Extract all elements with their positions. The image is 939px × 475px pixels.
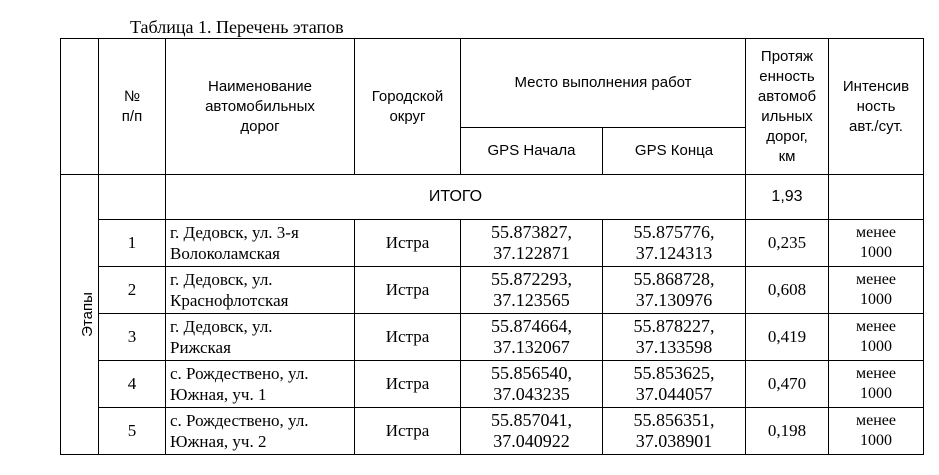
row-gps-start xyxy=(461,267,603,314)
side-label: Этапы xyxy=(78,291,96,337)
total-empty-cell xyxy=(99,175,166,220)
header-length xyxy=(746,39,829,175)
row-road-text: с. Рождествено, ул. Южная, уч. 1 xyxy=(170,364,309,404)
row-gps-end-text: 55.853625, 37.044057 xyxy=(633,363,715,404)
total-intensity-empty xyxy=(829,175,924,220)
header-gps-end-label: GPS Конца xyxy=(634,142,714,159)
row-intensity xyxy=(829,408,924,455)
row-intensity xyxy=(829,314,924,361)
row-gps-end xyxy=(603,220,746,267)
row-road xyxy=(166,267,355,314)
header-num xyxy=(99,39,166,175)
row-road-text: г. Дедовск, ул. 3-я Волоколамская xyxy=(170,223,299,263)
row-intensity-text: менее 1000 xyxy=(856,412,896,449)
header-intensity xyxy=(829,39,924,175)
table-row xyxy=(61,361,924,408)
header-city xyxy=(355,39,461,175)
table-row xyxy=(61,267,924,314)
row-road xyxy=(166,314,355,361)
row-gps-start-text: 55.872293, 37.123565 xyxy=(491,269,572,310)
header-num-label: № п/п xyxy=(121,87,143,125)
row-intensity-text: менее 1000 xyxy=(856,365,896,402)
row-road-text: г. Дедовск, ул. Рижская xyxy=(170,317,273,357)
row-gps-end xyxy=(603,408,746,455)
row-num: 2 xyxy=(99,267,166,314)
header-length-label: Протяж енность автомоб ильных дорог, км xyxy=(757,47,817,165)
table-row xyxy=(61,408,924,455)
table-row xyxy=(61,220,924,267)
row-city: Истра xyxy=(355,361,461,408)
row-num: 3 xyxy=(99,314,166,361)
row-gps-start-text: 55.856540, 37.043235 xyxy=(491,363,572,404)
row-intensity xyxy=(829,267,924,314)
row-gps-start-text: 55.874664, 37.132067 xyxy=(491,316,572,357)
row-gps-end-text: 55.856351, 37.038901 xyxy=(633,410,715,451)
row-gps-start xyxy=(461,220,603,267)
row-length: 0,235 xyxy=(746,220,829,267)
row-intensity-text: менее 1000 xyxy=(856,224,896,261)
row-city: Истра xyxy=(355,267,461,314)
header-place-label: Место выполнения работ xyxy=(514,74,692,91)
total-value: 1,93 xyxy=(746,175,829,220)
row-city: Истра xyxy=(355,408,461,455)
side-label-cell xyxy=(61,175,99,455)
row-gps-end xyxy=(603,361,746,408)
header-road-label: Наименование автомобильных дорог xyxy=(205,77,315,135)
row-gps-end-text: 55.875776, 37.124313 xyxy=(633,222,715,263)
row-gps-start-text: 55.857041, 37.040922 xyxy=(491,410,572,451)
row-gps-start-text: 55.873827, 37.122871 xyxy=(491,222,572,263)
row-gps-end xyxy=(603,314,746,361)
row-road xyxy=(166,361,355,408)
total-label: ИТОГО xyxy=(166,175,746,220)
corner-cell xyxy=(61,39,99,175)
header-city-label: Городской округ xyxy=(371,87,444,125)
header-road xyxy=(166,39,355,175)
row-length: 0,470 xyxy=(746,361,829,408)
row-road-text: с. Рождествено, ул. Южная, уч. 2 xyxy=(170,411,309,451)
header-gps-start-label: GPS Начала xyxy=(487,142,576,159)
row-city: Истра xyxy=(355,220,461,267)
row-road xyxy=(166,408,355,455)
row-gps-start xyxy=(461,361,603,408)
header-intensity-label: Интенсив ность авт./сут. xyxy=(842,77,910,135)
table-row xyxy=(61,314,924,361)
row-gps-end-text: 55.868728, 37.130976 xyxy=(633,269,715,310)
row-gps-end xyxy=(603,267,746,314)
header-gps-end xyxy=(603,128,746,175)
row-gps-start xyxy=(461,314,603,361)
stages-table xyxy=(60,38,924,455)
row-intensity xyxy=(829,361,924,408)
row-length: 0,608 xyxy=(746,267,829,314)
row-intensity-text: менее 1000 xyxy=(856,318,896,355)
row-road xyxy=(166,220,355,267)
row-city: Истра xyxy=(355,314,461,361)
row-num: 1 xyxy=(99,220,166,267)
row-gps-end-text: 55.878227, 37.133598 xyxy=(633,316,715,357)
header-place xyxy=(461,39,746,128)
row-length: 0,419 xyxy=(746,314,829,361)
row-num: 5 xyxy=(99,408,166,455)
row-length: 0,198 xyxy=(746,408,829,455)
row-num: 4 xyxy=(99,361,166,408)
row-intensity-text: менее 1000 xyxy=(856,271,896,308)
row-gps-start xyxy=(461,408,603,455)
header-gps-start xyxy=(461,128,603,175)
table-caption: Таблица 1. Перечень этапов xyxy=(130,17,344,37)
row-road-text: г. Дедовск, ул. Краснофлотская xyxy=(170,270,289,310)
row-intensity xyxy=(829,220,924,267)
